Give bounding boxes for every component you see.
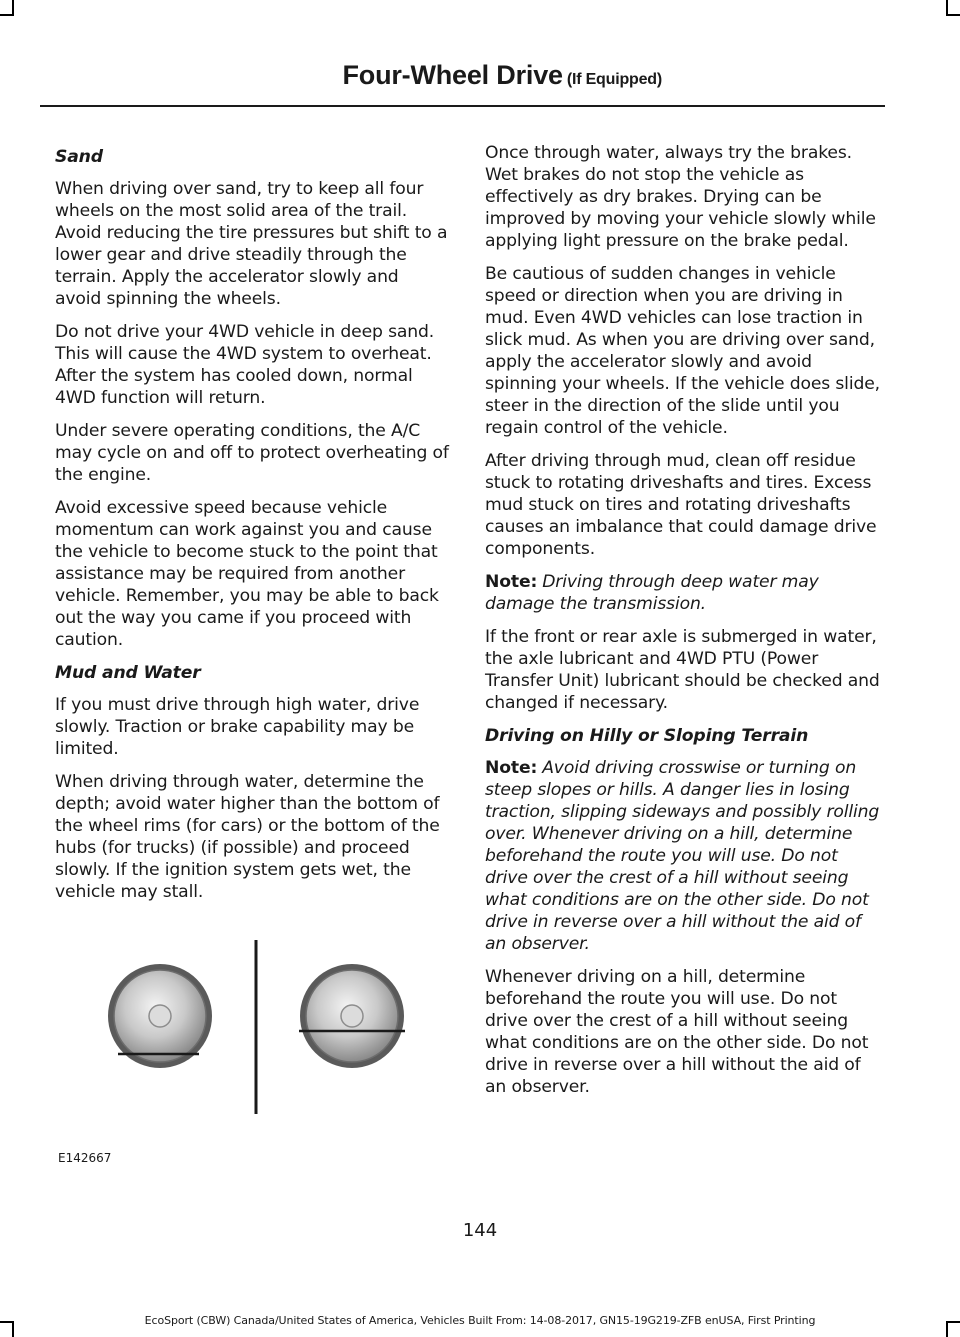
crop-mark — [946, 14, 960, 16]
wheel-water-depth-figure — [55, 935, 449, 1165]
page-title-main: Four-Wheel Drive — [342, 60, 563, 90]
right-column — [485, 142, 881, 1109]
paragraph: Once through water, always try the brakes. Wet brakes do not stop the vehicle as effectively as dry brakes. Drying can be improved by moving your vehicle slowly while applying light pressure on the brake pedal. — [485, 143, 876, 251]
paragraph: Whenever driving on a hill, determine beforehand the route you will use. Do not drive over the crest of a hill without seeing what conditions are on the other side. Do not drive in reverse over a hill without the aid of an observer. — [485, 967, 869, 1097]
note-label: Note: — [485, 572, 538, 592]
paragraph: When driving over sand, try to keep all four wheels on the most solid area of the trail. Avoid reducing the tire pressures but shift to a lower gear and drive steadily through the terrain. Apply the accelerator slowly and avoid spinning the wheels. — [55, 179, 448, 309]
truck-wheel-icon — [299, 964, 405, 1068]
footer-text: EcoSport (CBW) Canada/United States of America, Vehicles Built From: 14-08-2017, GN15-19G219-ZFB enUSA, First Printing — [144, 1314, 816, 1327]
paragraph: If you must drive through high water, drive slowly. Traction or brake capability may be limited. — [55, 695, 420, 759]
section-heading-mud-and-water: Mud and Water — [55, 663, 201, 683]
paragraph: When driving through water, determine the depth; avoid water higher than the bottom of the wheel rims (for cars) or the bottom of the hubs (for trucks) (if possible) and proceed slowly. If the ignition system gets wet, the vehicle may stall. — [55, 772, 440, 902]
section-heading-hilly-terrain: Driving on Hilly or Sloping Terrain — [485, 726, 809, 746]
section-heading-sand: Sand — [55, 147, 103, 167]
paragraph: Under severe operating conditions, the A/C may cycle on and off to protect overheating of the engine. — [55, 421, 449, 485]
figure-code: E142667 — [58, 1151, 112, 1165]
crop-mark — [946, 0, 948, 14]
note-text: Driving through deep water may damage the transmission. — [485, 572, 819, 614]
wheel-illustration — [55, 935, 449, 1165]
left-column — [55, 142, 449, 914]
paragraph: Be cautious of sudden changes in vehicle speed or direction when you are driving in mud. Even 4WD vehicles can lose traction in slick mud. As when you are driving over sand, apply the accelerator slowly and avoid spinning your wheels. If the vehicle does slide, steer in the direction of the slide until you regain control of the vehicle. — [485, 264, 880, 438]
paragraph: Avoid excessive speed because vehicle momentum can work against you and cause the vehicle to become stuck to the point that assistance may be required from another vehicle. Remember, you may be able to back out the way you came if you proceed with caution. — [55, 498, 439, 650]
page-number: 144 — [462, 1220, 498, 1241]
paragraph: If the front or rear axle is submerged in water, the axle lubricant and 4WD PTU (Power Transfer Unit) lubricant should be checked and changed if necessary. — [485, 627, 880, 713]
note — [485, 571, 881, 615]
header-divider — [40, 105, 885, 107]
paragraph: Do not drive your 4WD vehicle in deep sand. This will cause the 4WD system to overheat. After the system has cooled down, normal 4WD function will return. — [55, 322, 435, 408]
note — [485, 757, 881, 955]
page-title-suffix: (If Equipped) — [566, 71, 662, 88]
paragraph: After driving through mud, clean off residue stuck to rotating driveshafts and tires. Excess mud stuck on tires and rotating driveshafts causes an imbalance that could damage drive components. — [485, 451, 877, 559]
car-wheel-icon — [108, 964, 212, 1068]
crop-mark — [12, 0, 14, 14]
note-text: Avoid driving crosswise or turning on steep slopes or hills. A danger lies in losing traction, slipping sideways and possibly rolling over. Whenever driving on a hill, determine beforehand the route you will use. Do not drive over the crest of a hill without seeing what conditions are on the other side. Do not drive in reverse over a hill without the aid of an observer. — [485, 758, 880, 954]
page-title — [343, 60, 663, 91]
crop-mark — [0, 14, 14, 16]
note-label: Note: — [485, 758, 538, 778]
